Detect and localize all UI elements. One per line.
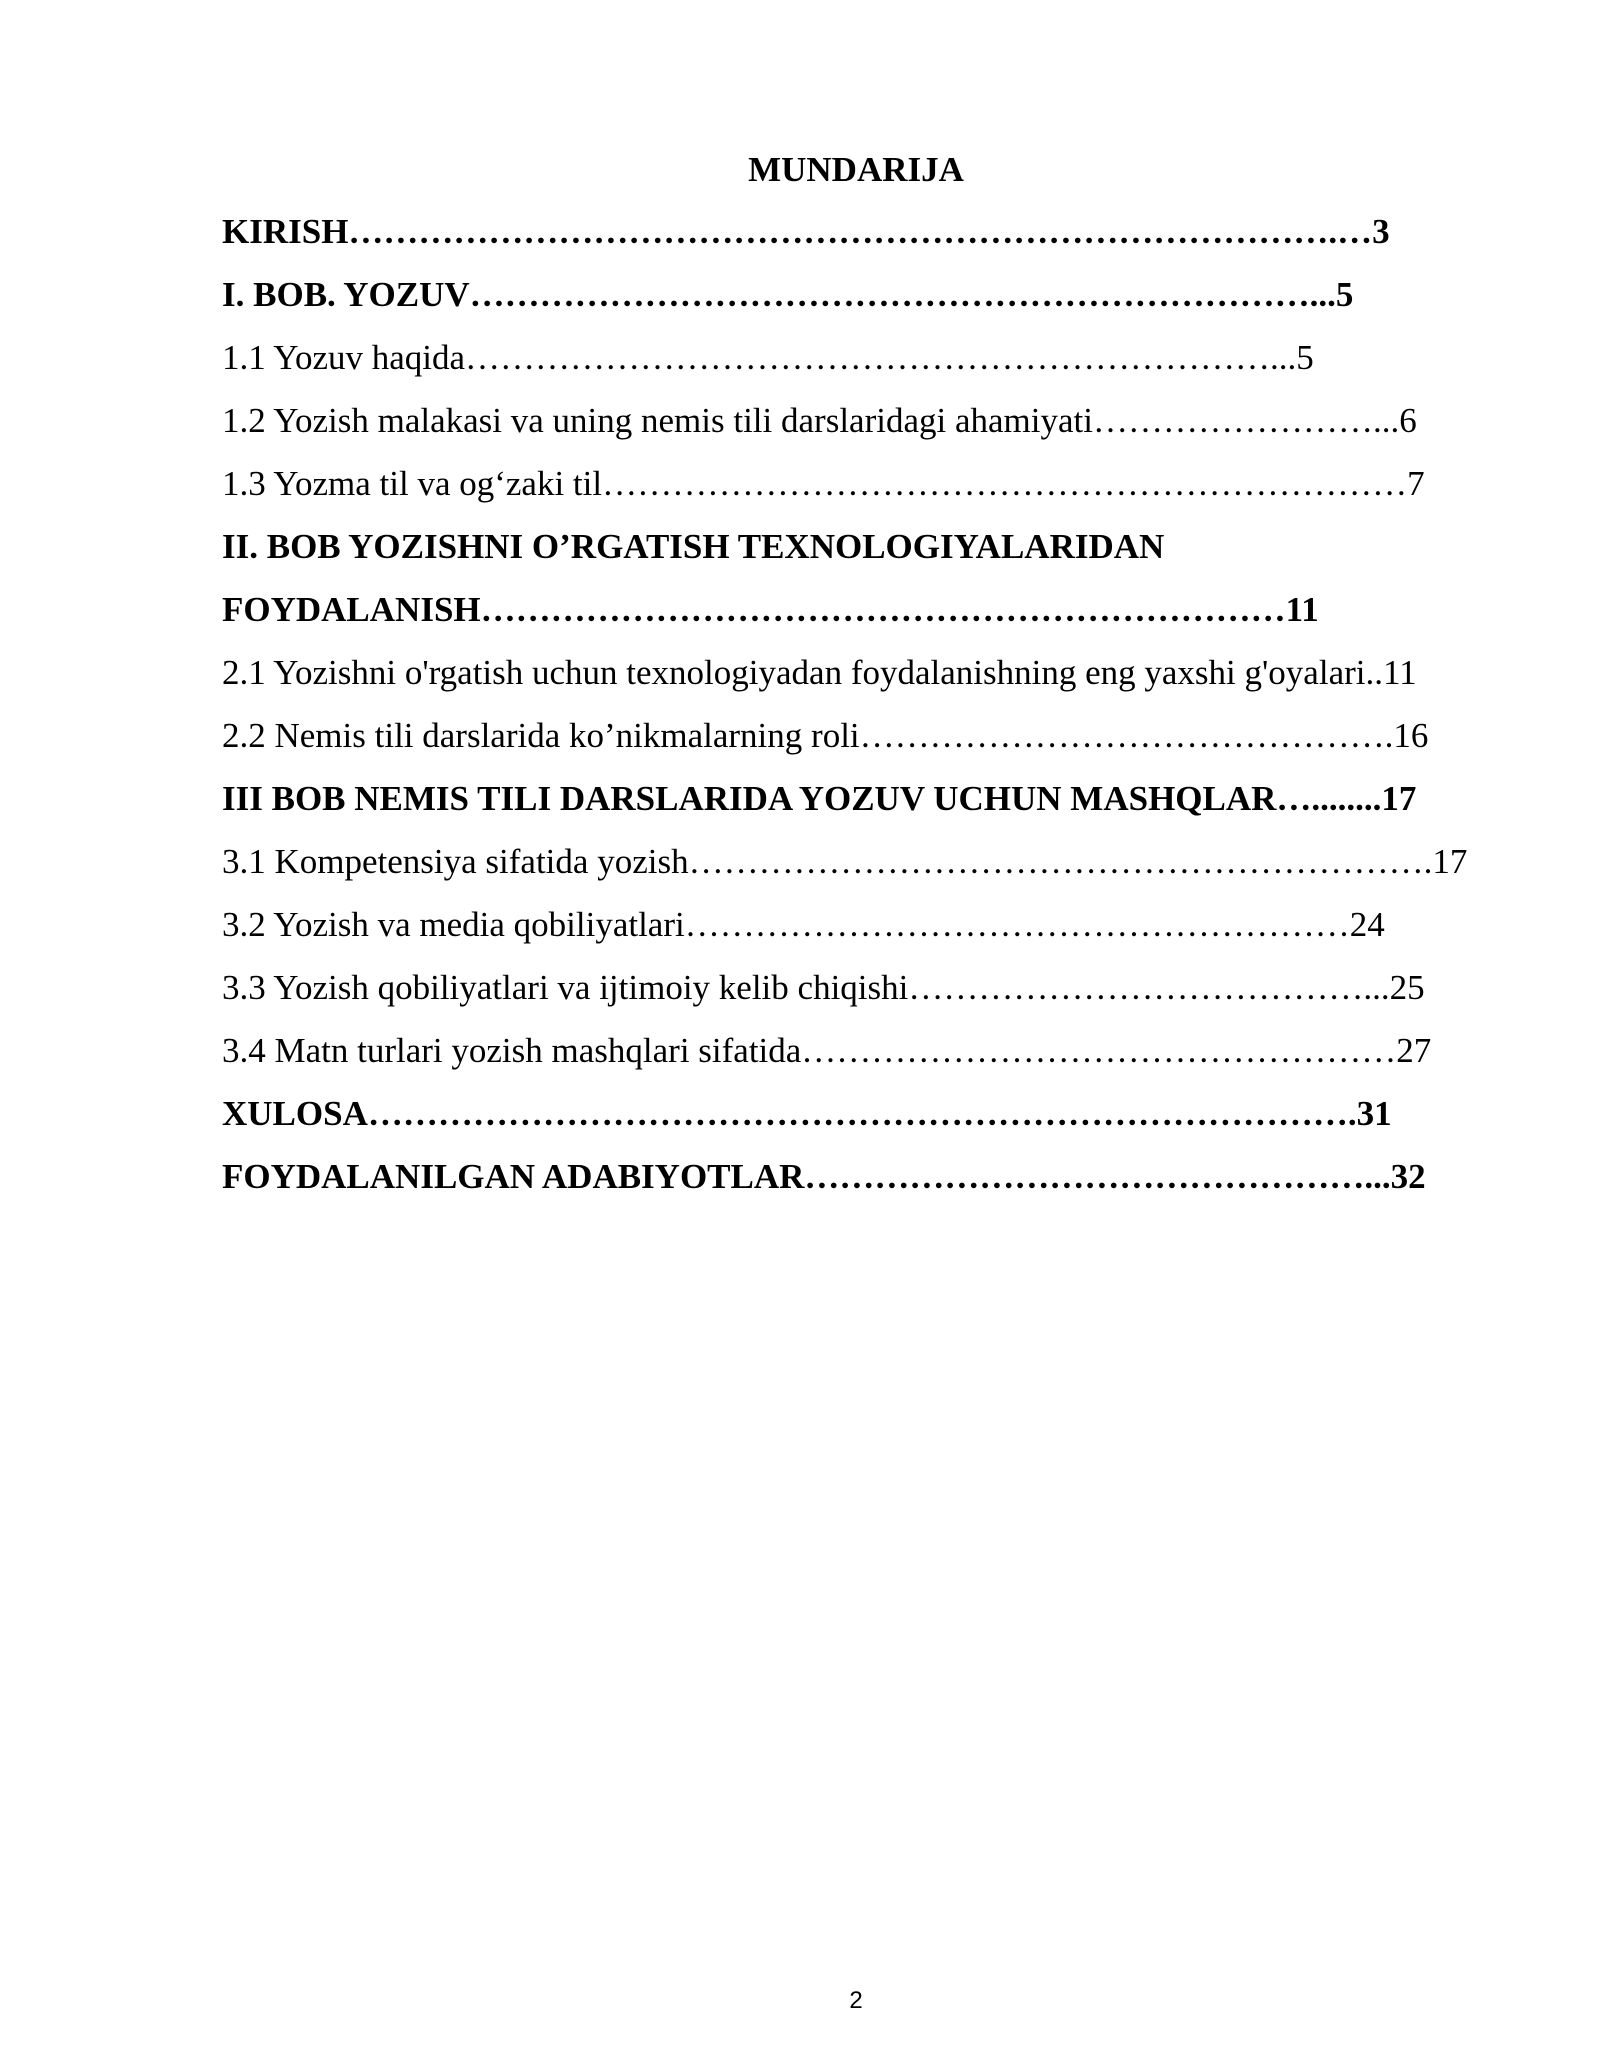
toc-entry-2-2: 2.2 Nemis tili darslarida ko’nikmalarning roli……………………………………….16: [222, 716, 1429, 755]
toc-entry-3-2: 3.2 Yozish va media qobiliyatlari…………………………………………………24: [222, 905, 1385, 944]
toc-entry-2-1: 2.1 Yozishni o'rgatish uchun texnologiyadan foydalanishning eng yaxshi g'oyalari..11: [222, 653, 1417, 692]
toc-title: MUNDARIJA: [748, 150, 964, 189]
toc-entry-chapter-2-line-1: II. BOB YOZISHNI O’RGATISH TEXNOLOGIYALARIDAN: [222, 527, 1165, 566]
toc-entry-chapter-1: I. BOB. YOZUV………………………………………………………………...5: [222, 275, 1354, 314]
toc-entry-xulosa: XULOSA………………………………………………………………………….31: [222, 1094, 1392, 1133]
toc-entry-chapter-2-line-2: FOYDALANISH……………………………………………………………11: [222, 590, 1319, 629]
toc-entry-kirish: KIRISH………………………………………………………………………….…3: [222, 212, 1390, 251]
toc-entry-bibliography: FOYDALANILGAN ADABIYOTLAR…………………………………………...32: [222, 1157, 1426, 1196]
toc-entry-3-4: 3.4 Matn turlari yozish mashqlari sifatida……………………………………………27: [222, 1031, 1432, 1070]
toc-entry-1-1: 1.1 Yozuv haqida……………………………………………………………...5: [222, 338, 1314, 377]
table-of-contents: [222, 210, 1484, 1218]
toc-entry-1-3: 1.3 Yozma til va og‘zaki til……………………………………………………………7: [222, 464, 1425, 503]
page-number: 2: [849, 1987, 863, 2014]
toc-entry-chapter-3: III BOB NEMIS TILI DARSLARIDA YOZUV UCHUN MASHQLAR…........17: [222, 779, 1417, 818]
toc-entry-3-3: 3.3 Yozish qobiliyatlari va ijtimoiy kelib chiqishi…………………………………...25: [222, 968, 1425, 1007]
toc-entry-1-2: 1.2 Yozish malakasi va uning nemis tili darslaridagi ahamiyati……………………...6: [222, 401, 1417, 440]
toc-entry-3-1: 3.1 Kompetensiya sifatida yozish……………………………………………………….17: [222, 842, 1468, 881]
